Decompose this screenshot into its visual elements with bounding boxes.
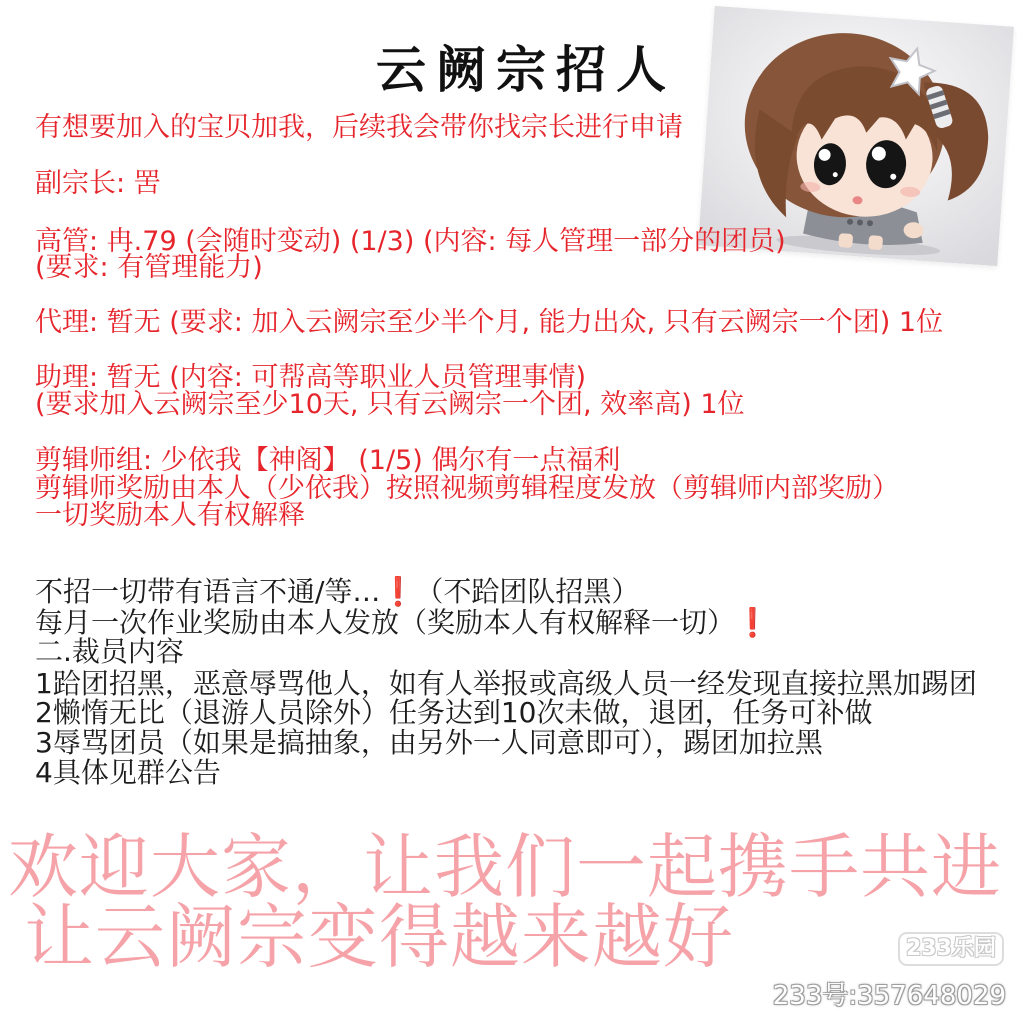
editors-line: 剪辑师组: 少依我【神阁】 (1/5) 偶尔有一点福利 xyxy=(35,445,621,476)
dismissal-item: 1跲团招黑，恶意辱骂他人，如有人举报或高级人员一经发现直接拉黑加踢团 xyxy=(35,667,977,700)
watermark-logo: 233乐园 xyxy=(898,932,1004,966)
rule-no-recruit xyxy=(35,576,639,608)
rule-text: 每月一次作业奖励由本人发放（奖励本人有权解释一切） xyxy=(35,606,736,639)
executives-line: 高管: 冉.79 (会随时变动) (1/3) (内容: 每人管理一部分的团员) xyxy=(35,226,786,257)
reward-note-line: 一切奖励本人有权解释 xyxy=(35,500,305,531)
exclamation-icon: ❗ xyxy=(380,575,416,608)
welcome-line: 欢迎大家，让我们一起携手共进 xyxy=(8,826,1002,908)
vice-leader-line: 副宗长: 罟 xyxy=(35,168,161,199)
editors-reward-line: 剪辑师奖励由本人（少依我）按照视频剪辑程度发放（剪辑师内部奖励） xyxy=(35,473,899,504)
executives-requirement-line: (要求: 有管理能力) xyxy=(35,252,263,283)
dismissal-item: 4具体见群公告 xyxy=(35,756,221,789)
assistant-requirement-line: (要求加入云阙宗至少10天, 只有云阙宗一个团, 效率高) 1位 xyxy=(35,389,745,420)
exclamation-icon: ❗ xyxy=(735,606,770,639)
dismissal-heading: 二.裁员内容 xyxy=(35,635,184,668)
dismissal-item: 3辱骂团员（如果是搞抽象，由另外一人同意即可），踢团加拉黑 xyxy=(35,726,823,759)
agent-line: 代理: 暂无 (要求: 加入云阙宗至少半个月, 能力出众, 只有云阙宗一个团) 1位 xyxy=(35,307,944,338)
rule-text: 不招一切带有语言不通/等… xyxy=(35,575,381,608)
welcome-line: 让云阙宗变得越来越好 xyxy=(24,896,734,978)
rule-note: （不跲团队招黑） xyxy=(415,575,640,608)
poster-title: 云阙宗招人 xyxy=(376,41,676,99)
dismissal-item: 2懒惰无比（退游人员除外）任务达到10次未做，退团，任务可补做 xyxy=(35,696,873,729)
assistant-line: 助理: 暂无 (内容: 可帮高等职业人员管理事情) xyxy=(35,362,587,393)
watermark-id: 233号:357648029 xyxy=(772,981,1006,1011)
intro-line: 有想要加入的宝贝加我，后续我会带你找宗长进行申请 xyxy=(35,112,683,143)
